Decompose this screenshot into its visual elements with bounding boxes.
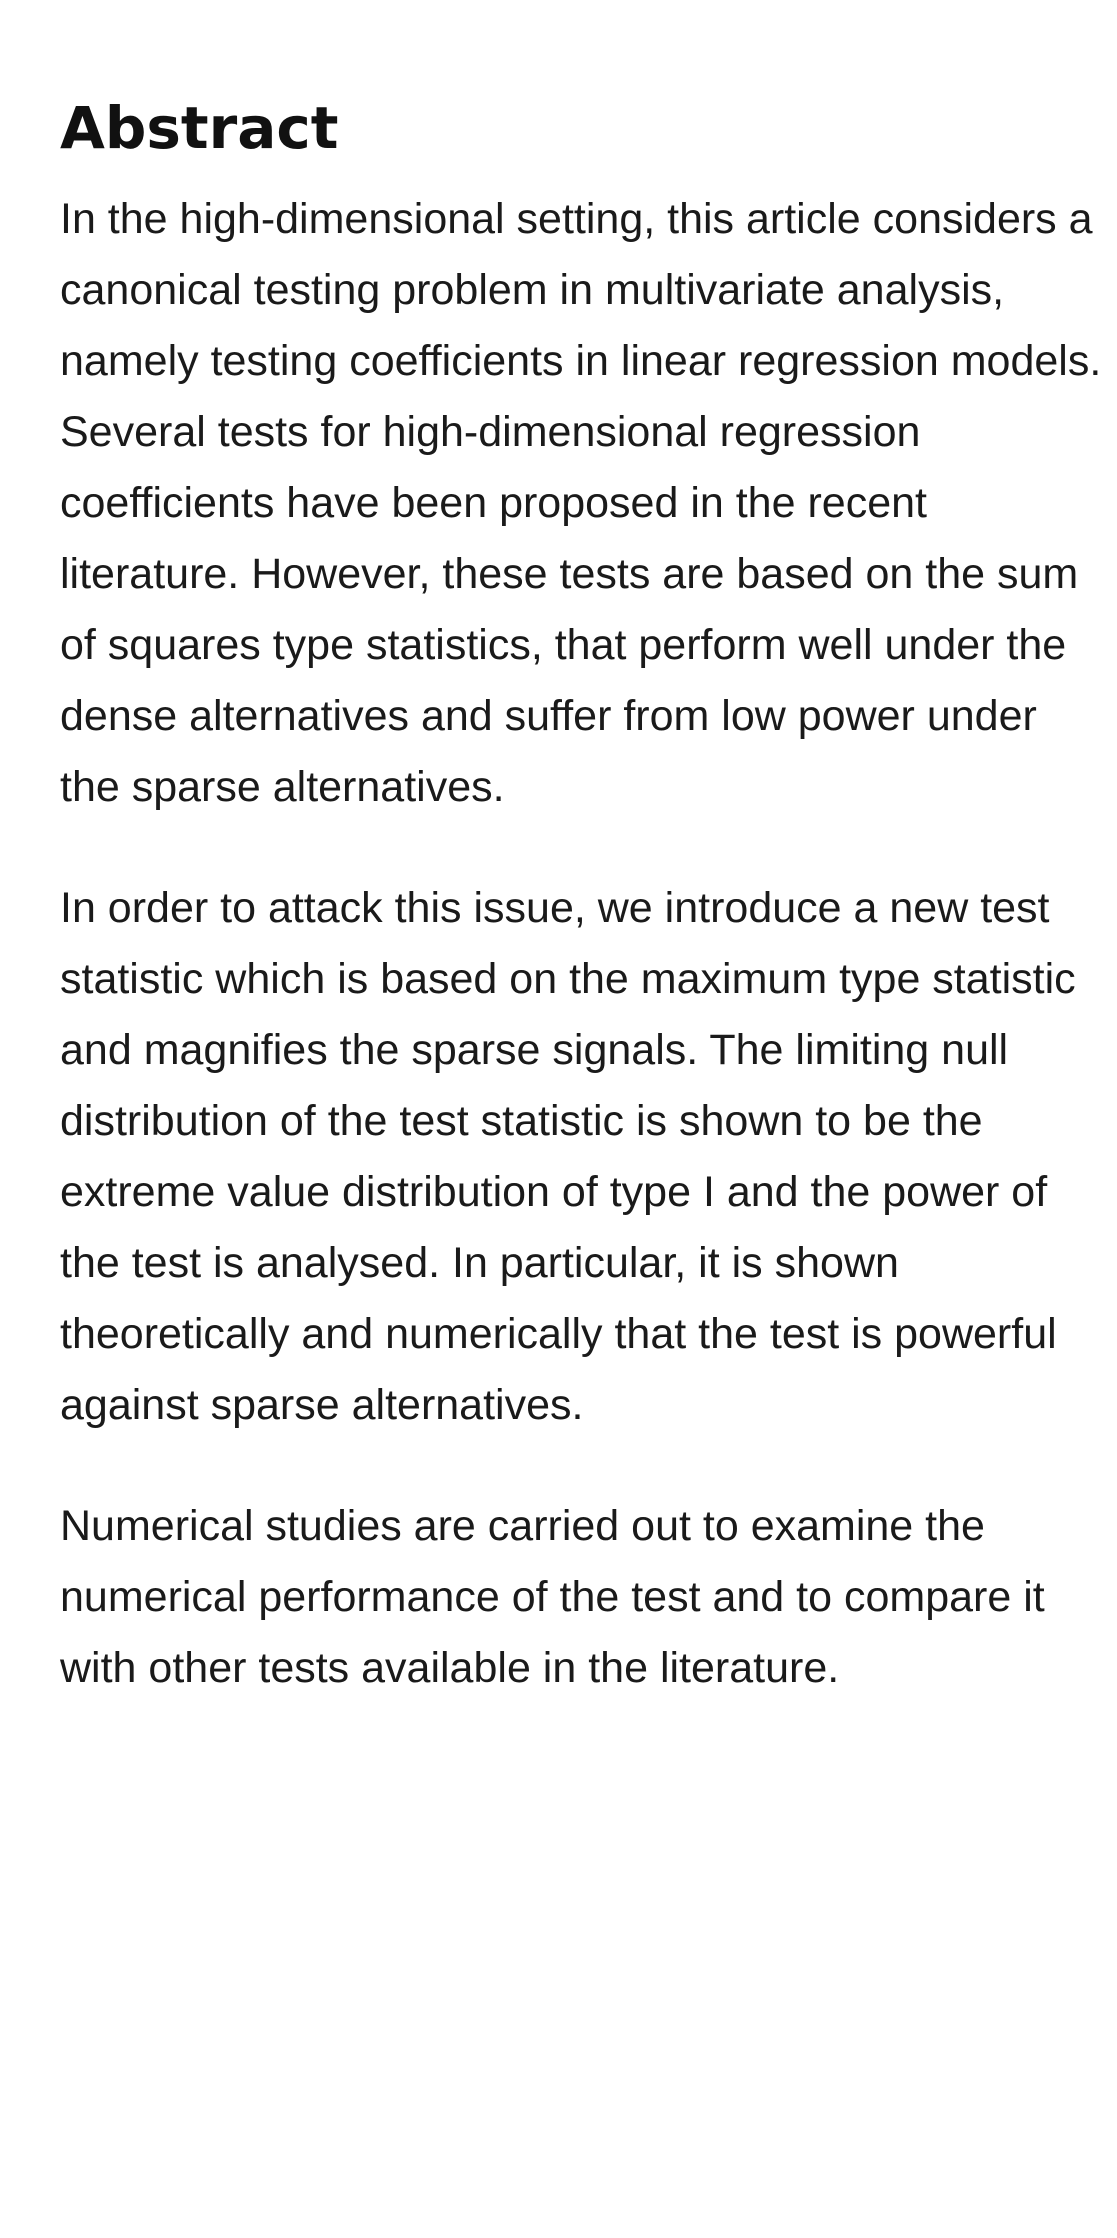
abstract-section [60, 90, 1105, 1704]
abstract-paragraph-2: In order to attack this issue, we introduce a new test statistic which is based on the maximum type statistic and magnifies the sparse signals. The limiting null distribution of the test statistic is shown to be the extreme value distribution of type I and the power of the test is analysed. In particular, it is shown theoretically and numerically that the test is powerful against sparse alternatives. [60, 884, 1076, 1429]
abstract-paragraph-1: In the high-dimensional setting, this article considers a canonical testing problem in multivariate analysis, namely testing coefficients in linear regression models. Several tests for high-dimensional regression coefficients have been proposed in the recent literature. However, these tests are based on the sum of squares type statistics, that perform well under the dense alternatives and suffer from low power under the sparse alternatives. [60, 195, 1102, 811]
abstract-paragraph-3: Numerical studies are carried out to examine the numerical performance of the test and to compare it with other tests available in the literature. [60, 1502, 1045, 1692]
abstract-heading: Abstract [60, 94, 339, 162]
